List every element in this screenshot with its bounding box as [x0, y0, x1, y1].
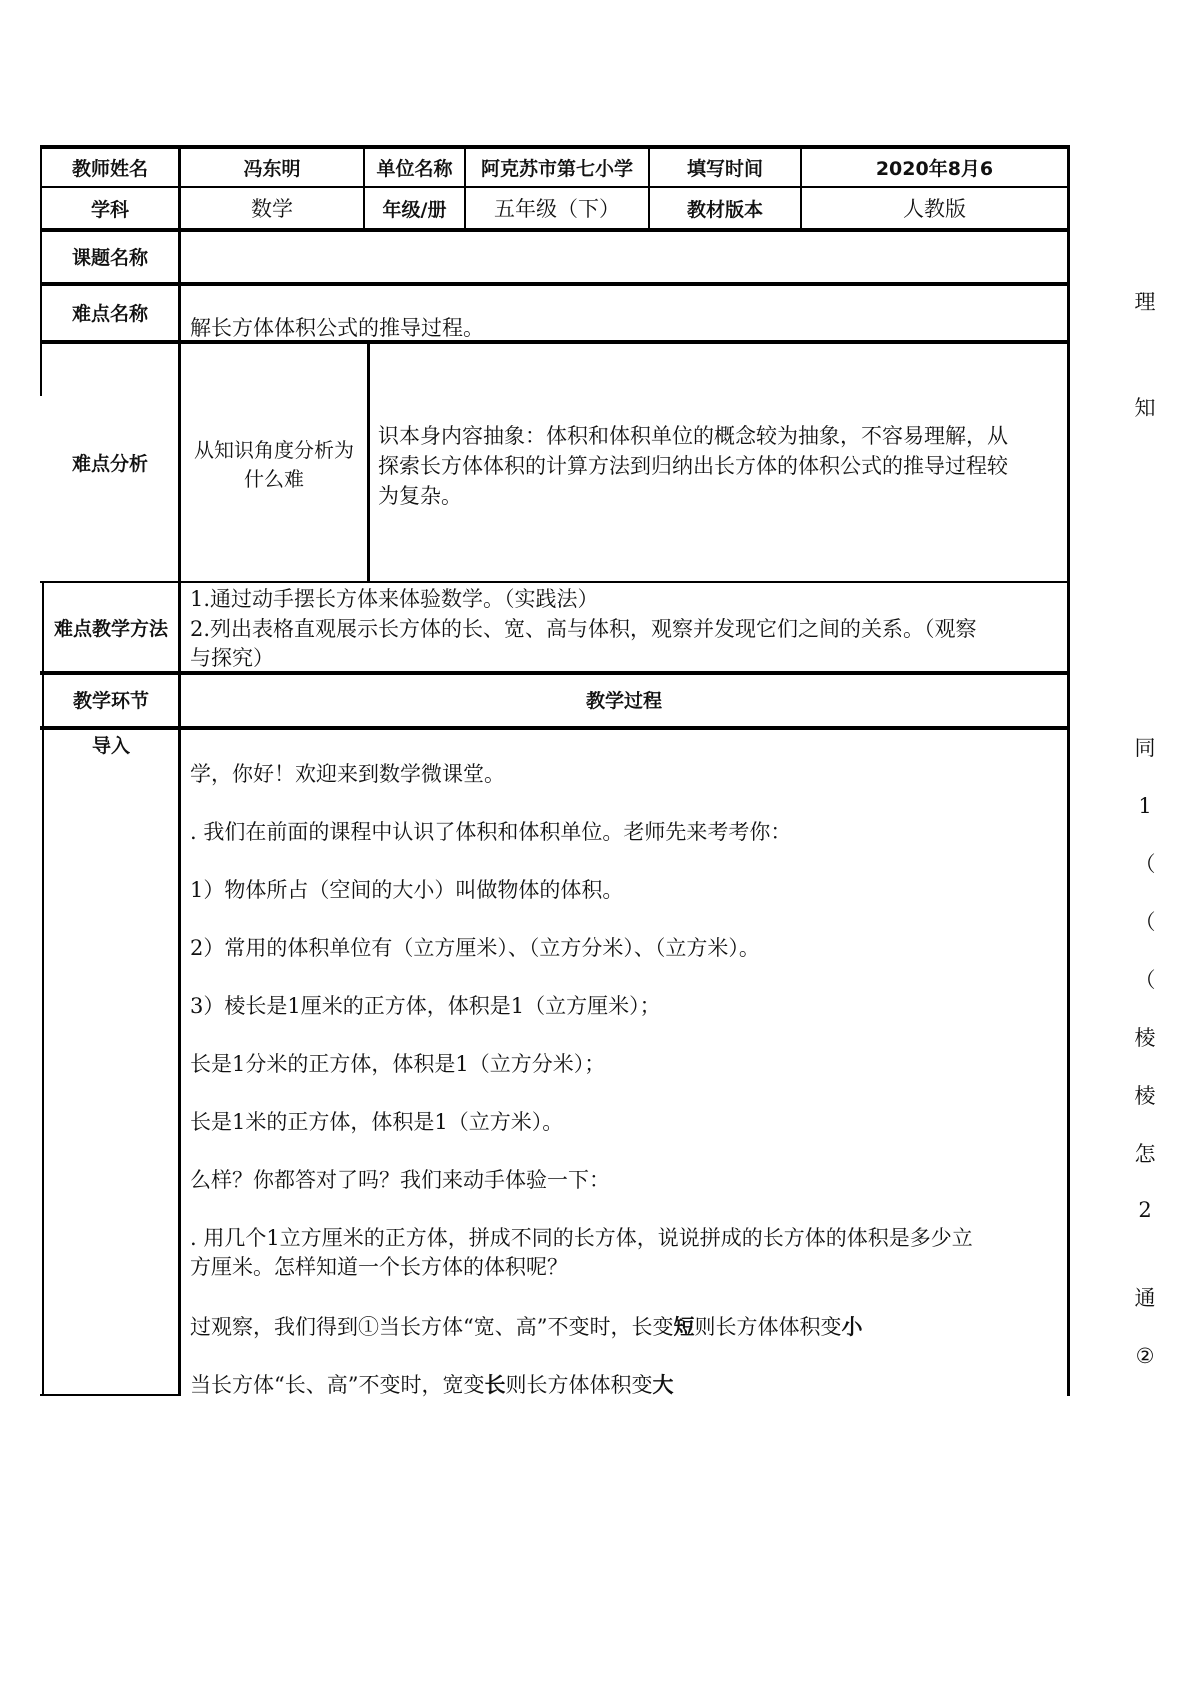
intro-paragraph: . 用几个1立方厘米的正方体，拼成不同的长方体，说说拼成的长方体的体积是多少立: [190, 1226, 973, 1250]
textbook-value: 人教版: [903, 197, 966, 221]
margin-char: 通: [1134, 1286, 1156, 1310]
teacher-name: 冯东明: [243, 158, 301, 180]
fill-time: 2020年8月6: [875, 158, 994, 180]
intro-paragraph: 3）棱长是1厘米的正方体，体积是1（立方厘米）；: [190, 994, 661, 1018]
subject-label: 学科: [90, 199, 129, 221]
table-border: [40, 282, 1070, 286]
intro-paragraph: 过观察，我们得到①当长方体“宽、高”不变时，长变短则长方体体积变小: [190, 1315, 863, 1339]
intro-label: 导入: [91, 735, 130, 757]
intro-paragraph: 方厘米。怎样知道一个长方体的体积呢？: [190, 1255, 568, 1279]
intro-paragraph: 么样？你都答对了吗？我们来动手体验一下：: [190, 1168, 610, 1192]
table-border: [40, 1394, 180, 1396]
analysis-sub-label: 什么难: [244, 467, 304, 491]
intro-paragraph: 1）物体所占（空间的大小）叫做物体的体积。: [190, 878, 624, 902]
intro-paragraph: 学，你好！欢迎来到数学微课堂。: [190, 762, 505, 786]
subject-value: 数学: [251, 197, 293, 221]
topic-label: 课题名称: [71, 247, 148, 269]
analysis-text: 为复杂。: [378, 484, 462, 508]
table-border: [40, 186, 1070, 188]
analysis-text: 识本身内容抽象：体积和体积单位的概念较为抽象，不容易理解，从: [378, 424, 1008, 448]
method-text: 1.通过动手摆长方体来体验数学。（实践法）: [190, 587, 599, 611]
method-text: 与探究）: [190, 646, 274, 670]
unit-label: 单位名称: [376, 158, 453, 180]
method-text: 2.列出表格直观展示长方体的长、宽、高与体积，观察并发现它们之间的关系。（观察: [190, 617, 977, 641]
margin-char: 1: [1138, 794, 1152, 818]
intro-paragraph: 长是1分米的正方体，体积是1（立方分米）；: [190, 1052, 606, 1076]
intro-paragraph: 2）常用的体积单位有（立方厘米）、（立方分米）、（立方米）。: [190, 936, 760, 960]
table-border: [1067, 145, 1070, 1396]
table-border: [40, 228, 1070, 232]
table-border: [367, 342, 370, 582]
analysis-label: 难点分析: [71, 453, 148, 475]
margin-char: （: [1134, 910, 1156, 934]
grade-label: 年级/册: [382, 199, 447, 221]
margin-char: （: [1134, 852, 1156, 876]
table-border: [40, 581, 1070, 583]
margin-char: 理: [1134, 290, 1156, 314]
margin-char: （: [1134, 968, 1156, 992]
grade-value: 五年级（下）: [494, 197, 620, 221]
table-border: [40, 671, 1070, 675]
margin-char: ②: [1135, 1344, 1155, 1368]
margin-char: 同: [1134, 736, 1156, 760]
table-border: [40, 145, 1070, 149]
difficulty-label: 难点名称: [71, 303, 148, 325]
process-header: 教学过程: [585, 690, 662, 712]
teacher-name-label: 教师姓名: [71, 158, 148, 180]
difficulty-value: 解长方体体积公式的推导过程。: [190, 316, 484, 340]
intro-paragraph: 长是1米的正方体，体积是1（立方米）。: [190, 1110, 564, 1134]
fill-time-label: 填写时间: [686, 158, 763, 180]
unit-name: 阿克苏市第七小学: [480, 158, 633, 180]
table-border: [178, 145, 181, 1396]
textbook-label: 教材版本: [686, 199, 763, 221]
table-border: [40, 726, 1070, 730]
margin-char: 棱: [1134, 1026, 1156, 1050]
stage-header: 教学环节: [72, 690, 149, 712]
analysis-sub-label: 从知识角度分析为: [194, 438, 354, 462]
margin-char: 棱: [1134, 1084, 1156, 1108]
intro-paragraph: 当长方体“长、高”不变时，宽变长则长方体体积变大: [190, 1373, 674, 1397]
method-label: 难点教学方法: [53, 618, 168, 640]
analysis-text: 探索长方体体积的计算方法到归纳出长方体的体积公式的推导过程较: [378, 454, 1008, 478]
margin-char: 怎: [1134, 1142, 1156, 1166]
intro-paragraph: . 我们在前面的课程中认识了体积和体积单位。老师先来考考你：: [190, 820, 792, 844]
margin-char: 2: [1138, 1198, 1152, 1222]
margin-char: 知: [1134, 396, 1156, 420]
